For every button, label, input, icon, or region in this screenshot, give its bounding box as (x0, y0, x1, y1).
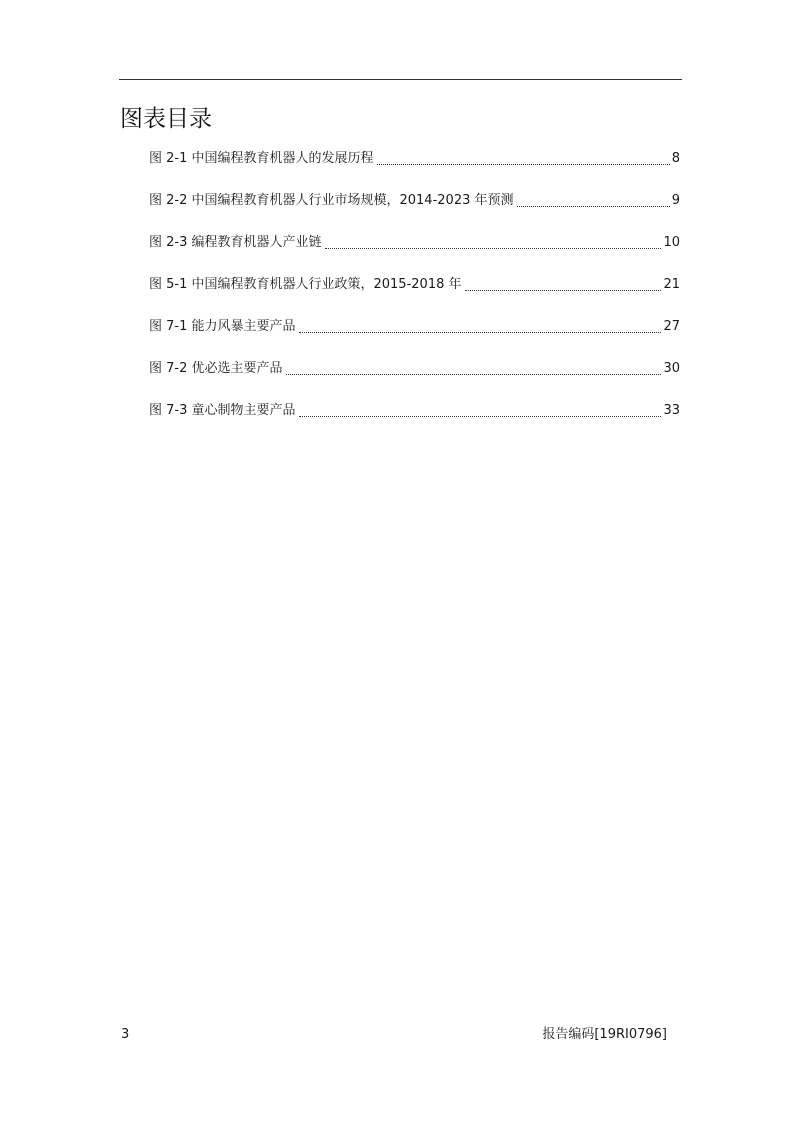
toc-leader-dots (325, 247, 662, 249)
toc-entry-label: 图 2-2 中国编程教育机器人行业市场规模，2014-2023 年预测 (149, 193, 514, 208)
toc-entry-label: 图 7-3 童心制物主要产品 (149, 403, 296, 418)
toc-entry-page: 21 (663, 277, 680, 292)
toc-leader-dots (517, 205, 670, 207)
toc-leader-dots (465, 289, 662, 291)
toc-entry-label: 图 7-2 优必选主要产品 (149, 361, 283, 376)
toc-entry[interactable] (149, 401, 680, 421)
toc-entry[interactable] (149, 233, 680, 253)
header-rule (119, 79, 682, 80)
toc-entry-page: 9 (671, 193, 680, 208)
toc-entry[interactable] (149, 275, 680, 295)
toc-leader-dots (286, 373, 662, 375)
toc-entry[interactable] (149, 149, 680, 169)
page-number: 3 (121, 1027, 130, 1042)
toc-entry[interactable] (149, 359, 680, 379)
toc-entry-page: 30 (663, 361, 680, 376)
toc-entry-label: 图 2-3 编程教育机器人产业链 (149, 235, 322, 250)
toc-leader-dots (377, 163, 670, 165)
toc-entry-label: 图 2-1 中国编程教育机器人的发展历程 (149, 151, 374, 166)
toc-leader-dots (299, 331, 662, 333)
toc-title: 图表目录 (120, 106, 212, 132)
toc-list (149, 149, 680, 443)
toc-entry-page: 10 (663, 235, 680, 250)
toc-entry-page: 8 (671, 151, 680, 166)
toc-entry-page: 33 (663, 403, 680, 418)
toc-entry[interactable] (149, 317, 680, 337)
toc-entry-label: 图 7-1 能力风暴主要产品 (149, 319, 296, 334)
report-code: 报告编码[19RI0796] (542, 1027, 667, 1042)
toc-entry-page: 27 (663, 319, 680, 334)
toc-entry[interactable] (149, 191, 680, 211)
toc-entry-label: 图 5-1 中国编程教育机器人行业政策，2015-2018 年 (149, 277, 462, 292)
toc-leader-dots (299, 415, 662, 417)
